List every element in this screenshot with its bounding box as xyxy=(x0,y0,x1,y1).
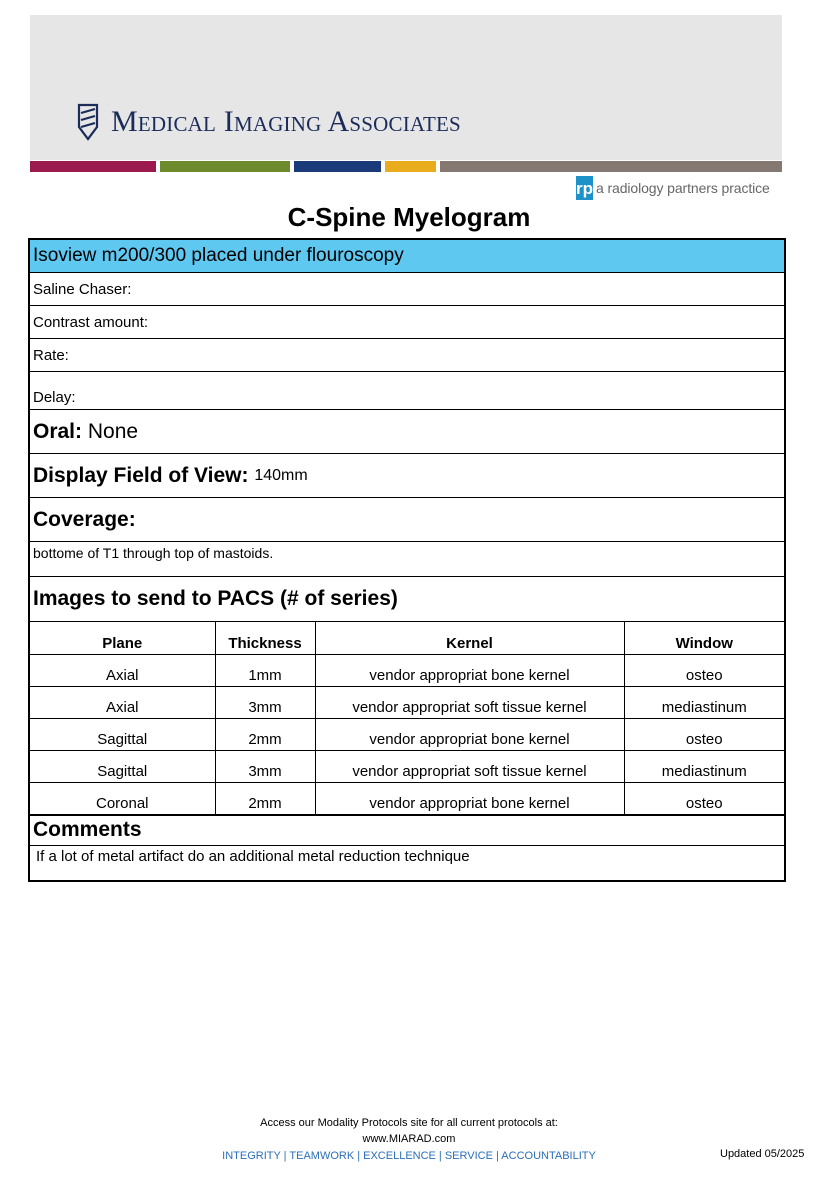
comments-row xyxy=(30,816,784,846)
plane-cell: Axial xyxy=(30,654,215,686)
coverage-row xyxy=(30,498,784,542)
column-header: Kernel xyxy=(315,622,624,654)
kernel-cell: vendor appropriat soft tissue kernel xyxy=(315,686,624,718)
partner-text: a radiology partners practice xyxy=(596,180,770,196)
brand-bar xyxy=(385,161,436,172)
brand-bar xyxy=(160,161,290,172)
contrast-label: Isoview m200/300 placed under flouroscopy xyxy=(33,245,404,266)
plane-cell: Axial xyxy=(30,686,215,718)
column-header: Thickness xyxy=(215,622,315,654)
protocol-sheet xyxy=(28,238,786,882)
oral-value: None xyxy=(87,419,139,443)
table-row xyxy=(30,686,784,718)
page-title: C-Spine Myelogram xyxy=(287,202,531,232)
partner-badge xyxy=(576,176,770,200)
shield-logo-icon xyxy=(77,103,99,141)
window-cell: osteo xyxy=(624,782,784,814)
window-cell: osteo xyxy=(624,654,784,686)
thickness-cell: 2mm xyxy=(215,782,315,814)
delay-label: Delay: xyxy=(33,389,76,406)
saline-chaser-row xyxy=(30,273,784,306)
kernel-cell: vendor appropriat bone kernel xyxy=(315,654,624,686)
table-row xyxy=(30,782,784,814)
window-cell: mediastinum xyxy=(624,686,784,718)
window-cell: osteo xyxy=(624,718,784,750)
footer-line-1: Access our Modality Protocols site for all current protocols at: xyxy=(260,1117,558,1129)
thickness-cell: 2mm xyxy=(215,718,315,750)
pacs-table-row xyxy=(30,622,784,816)
org-name: Medical Imaging Associates xyxy=(111,105,461,138)
kernel-cell: vendor appropriat bone kernel xyxy=(315,782,624,814)
plane-cell: Coronal xyxy=(30,782,215,814)
oral-row xyxy=(30,410,784,454)
dfov-row xyxy=(30,454,784,498)
kernel-cell: vendor appropriat soft tissue kernel xyxy=(315,750,624,782)
thickness-cell: 3mm xyxy=(215,750,315,782)
pacs-row xyxy=(30,577,784,622)
comments-label: Comments xyxy=(33,818,142,841)
series-table xyxy=(30,622,784,815)
saline-chaser-label: Saline Chaser: xyxy=(33,280,132,298)
contrast-amount-row xyxy=(30,306,784,339)
dfov-label: Display Field of View: xyxy=(33,463,249,487)
coverage-value: bottome of T1 through top of mastoids. xyxy=(33,545,274,561)
column-header: Window xyxy=(624,622,784,654)
plane-cell: Sagittal xyxy=(30,750,215,782)
contrast-amount-label: Contrast amount: xyxy=(33,313,149,331)
delay-row xyxy=(30,372,784,410)
column-header: Plane xyxy=(30,622,215,654)
pacs-label: Images to send to PACS (# of series) xyxy=(33,587,398,610)
comments-text: If a lot of metal artifact do an additional metal reduction technique xyxy=(36,847,470,865)
coverage-value-row xyxy=(30,542,784,577)
coverage-label: Coverage: xyxy=(33,507,136,531)
thickness-cell: 3mm xyxy=(215,686,315,718)
table-row xyxy=(30,750,784,782)
brand-bar xyxy=(30,161,156,172)
thickness-cell: 1mm xyxy=(215,654,315,686)
brand-bar xyxy=(440,161,782,172)
brand-bar xyxy=(294,161,381,172)
footer-url: www.MIARAD.com xyxy=(362,1133,456,1145)
table-row xyxy=(30,718,784,750)
updated-date: Updated 05/2025 xyxy=(720,1148,805,1160)
rate-label: Rate: xyxy=(33,346,69,364)
rate-row xyxy=(30,339,784,372)
comments-text-row xyxy=(30,846,784,880)
contrast-header xyxy=(30,240,784,273)
plane-cell: Sagittal xyxy=(30,718,215,750)
rp-logo-icon: rp xyxy=(576,176,593,200)
table-header-row xyxy=(30,622,784,654)
oral-label: Oral: xyxy=(33,419,83,443)
brand-color-bars xyxy=(0,161,818,172)
window-cell: mediastinum xyxy=(624,750,784,782)
dfov-value: 140mm xyxy=(254,466,308,484)
kernel-cell: vendor appropriat bone kernel xyxy=(315,718,624,750)
org-logo xyxy=(77,103,461,141)
footer-values: INTEGRITY | TEAMWORK | EXCELLENCE | SERVICE | ACCOUNTABILITY xyxy=(222,1150,596,1162)
table-row xyxy=(30,654,784,686)
